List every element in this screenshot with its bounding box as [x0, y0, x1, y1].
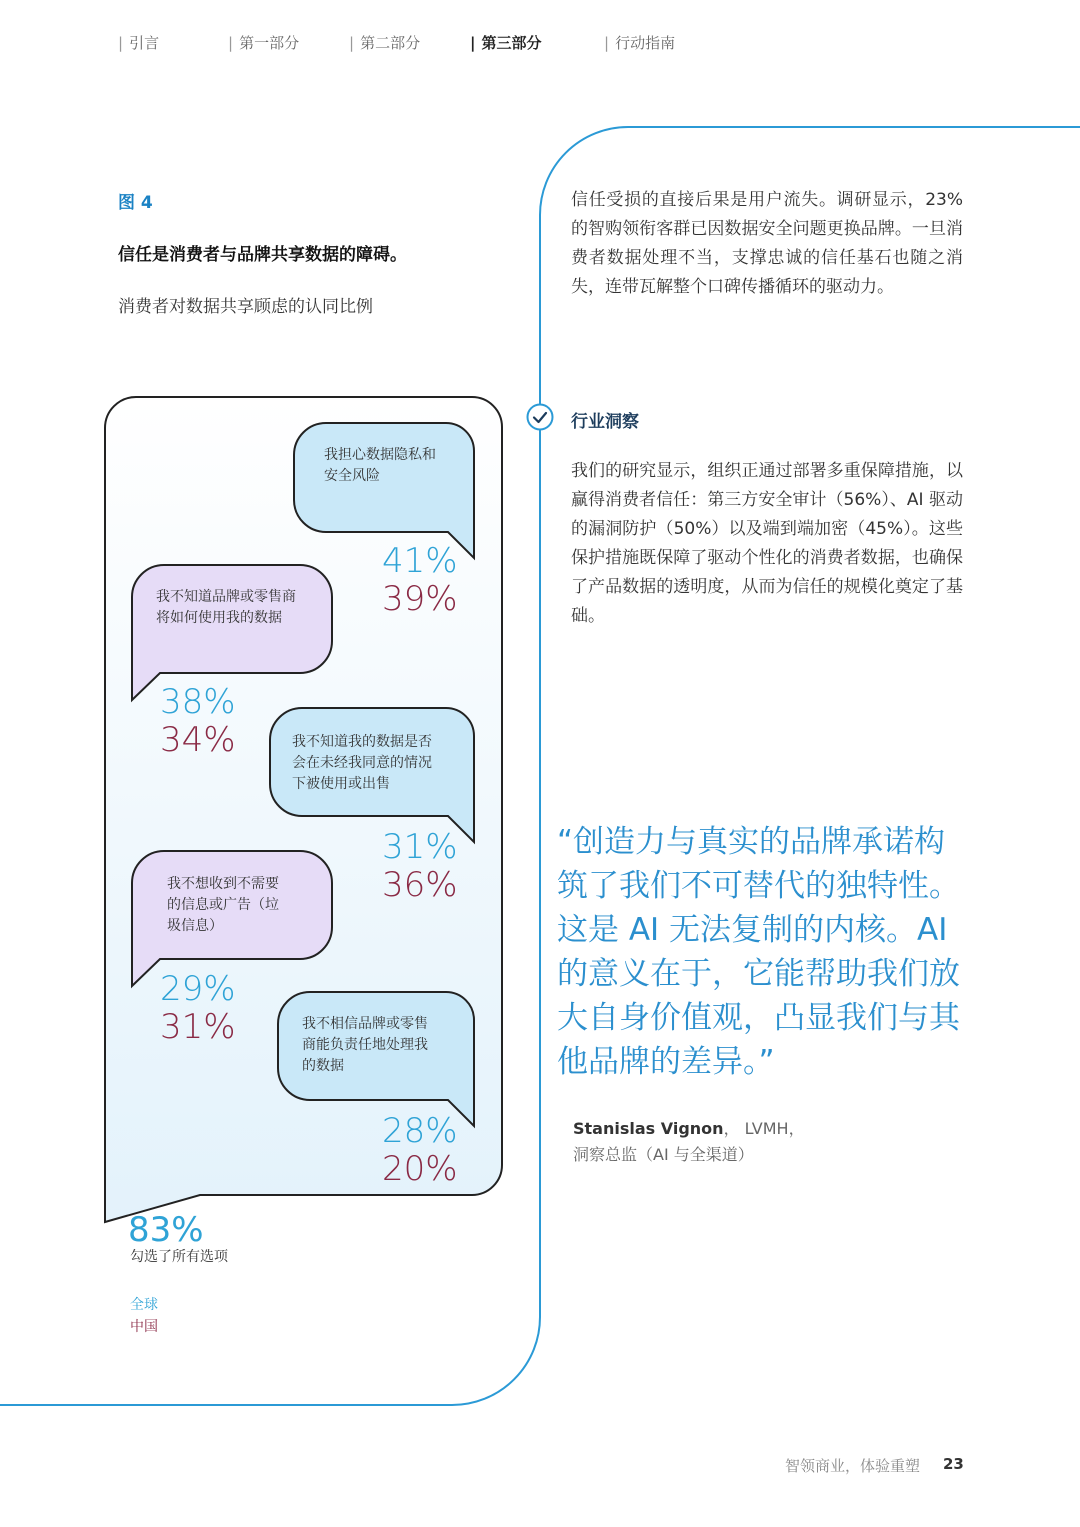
quote-attribution — [573, 1116, 973, 1168]
bubble-5-text: 我不相信品牌或零售 商能负责任地处理我 的数据 — [302, 1016, 428, 1074]
bubble-3-text: 我不知道我的数据是否 会在未经我同意的情况 下被使用或出售 — [292, 734, 432, 792]
china-value-4: 31% — [160, 1007, 236, 1047]
china-value-3: 36% — [382, 865, 458, 905]
global-value-3: 31% — [382, 827, 458, 867]
insight-title: 行业洞察 — [571, 412, 639, 432]
footer-report-title: 智领商业，体验重塑 — [785, 1457, 921, 1475]
bubble-4-text: 我不想收到不需要 的信息或广告（垃 圾信息） — [167, 876, 279, 934]
china-value-1: 39% — [382, 579, 458, 619]
nav-item-part3[interactable]: | 第三部分 — [470, 34, 542, 52]
global-value-5: 28% — [382, 1111, 458, 1151]
global-value-1: 41% — [382, 541, 458, 581]
nav-item-action-guide[interactable]: | 行动指南 — [604, 34, 676, 52]
bubble-2-text: 我不知道品牌或零售商 将如何使用我的数据 — [156, 589, 296, 626]
legend-global: 全球 — [130, 1297, 158, 1313]
legend-china: 中国 — [130, 1319, 158, 1335]
figure-title: 信任是消费者与品牌共享数据的障碍。 — [118, 245, 407, 265]
nav-item-part2[interactable]: | 第二部分 — [349, 34, 421, 52]
nav-item-part1[interactable]: | 第一部分 — [228, 34, 300, 52]
figure-label: 图 4 — [118, 193, 153, 213]
page-number: 23 — [943, 1455, 964, 1473]
all-options-label: 勾选了所有选项 — [130, 1249, 228, 1265]
pull-quote: “创造力与真实的品牌承诺构筑了我们不可替代的独特性。这是 AI 无法复制的内核。AI 的意义在于，它能帮助我们放大自身价值观，凸显我们与其他品牌的差异。” — [557, 824, 960, 1080]
all-options-value: 83% — [128, 1210, 204, 1250]
nav-item-intro[interactable]: | 引言 — [118, 34, 160, 52]
attribution-name: Stanislas Vignon — [573, 1119, 724, 1138]
attribution-role: 洞察总监（AI 与全渠道） — [573, 1145, 754, 1164]
body-paragraph-2: 我们的研究显示，组织正通过部署多重保障措施，以赢得消费者信任：第三方安全审计（56%）、AI 驱动的漏洞防护（50%）以及端到端加密（45%）。这些保护措施既保障了驱动个性化的消费者数据，也确保了产品数据的透明度，从而为信任的规模化奠定了基础。 — [571, 461, 963, 626]
attribution-org: ， LVMH， — [723, 1119, 805, 1138]
global-value-4: 29% — [160, 969, 236, 1009]
body-paragraph-1: 信任受损的直接后果是用户流失。调研显示，23% 的智购领衔客群已因数据安全问题更换品牌。一旦消费者数据处理不当，支撑忠诚的信任基石也随之消失，连带瓦解整个口碑传播循环的驱动力。 — [571, 190, 963, 297]
bubble-1-text: 我担心数据隐私和 安全风险 — [324, 447, 436, 484]
checkmark-circle-icon — [526, 403, 554, 431]
global-value-2: 38% — [160, 682, 236, 722]
figure-subtitle: 消费者对数据共享顾虑的认同比例 — [118, 297, 373, 317]
china-value-2: 34% — [160, 720, 236, 760]
china-value-5: 20% — [382, 1149, 458, 1189]
